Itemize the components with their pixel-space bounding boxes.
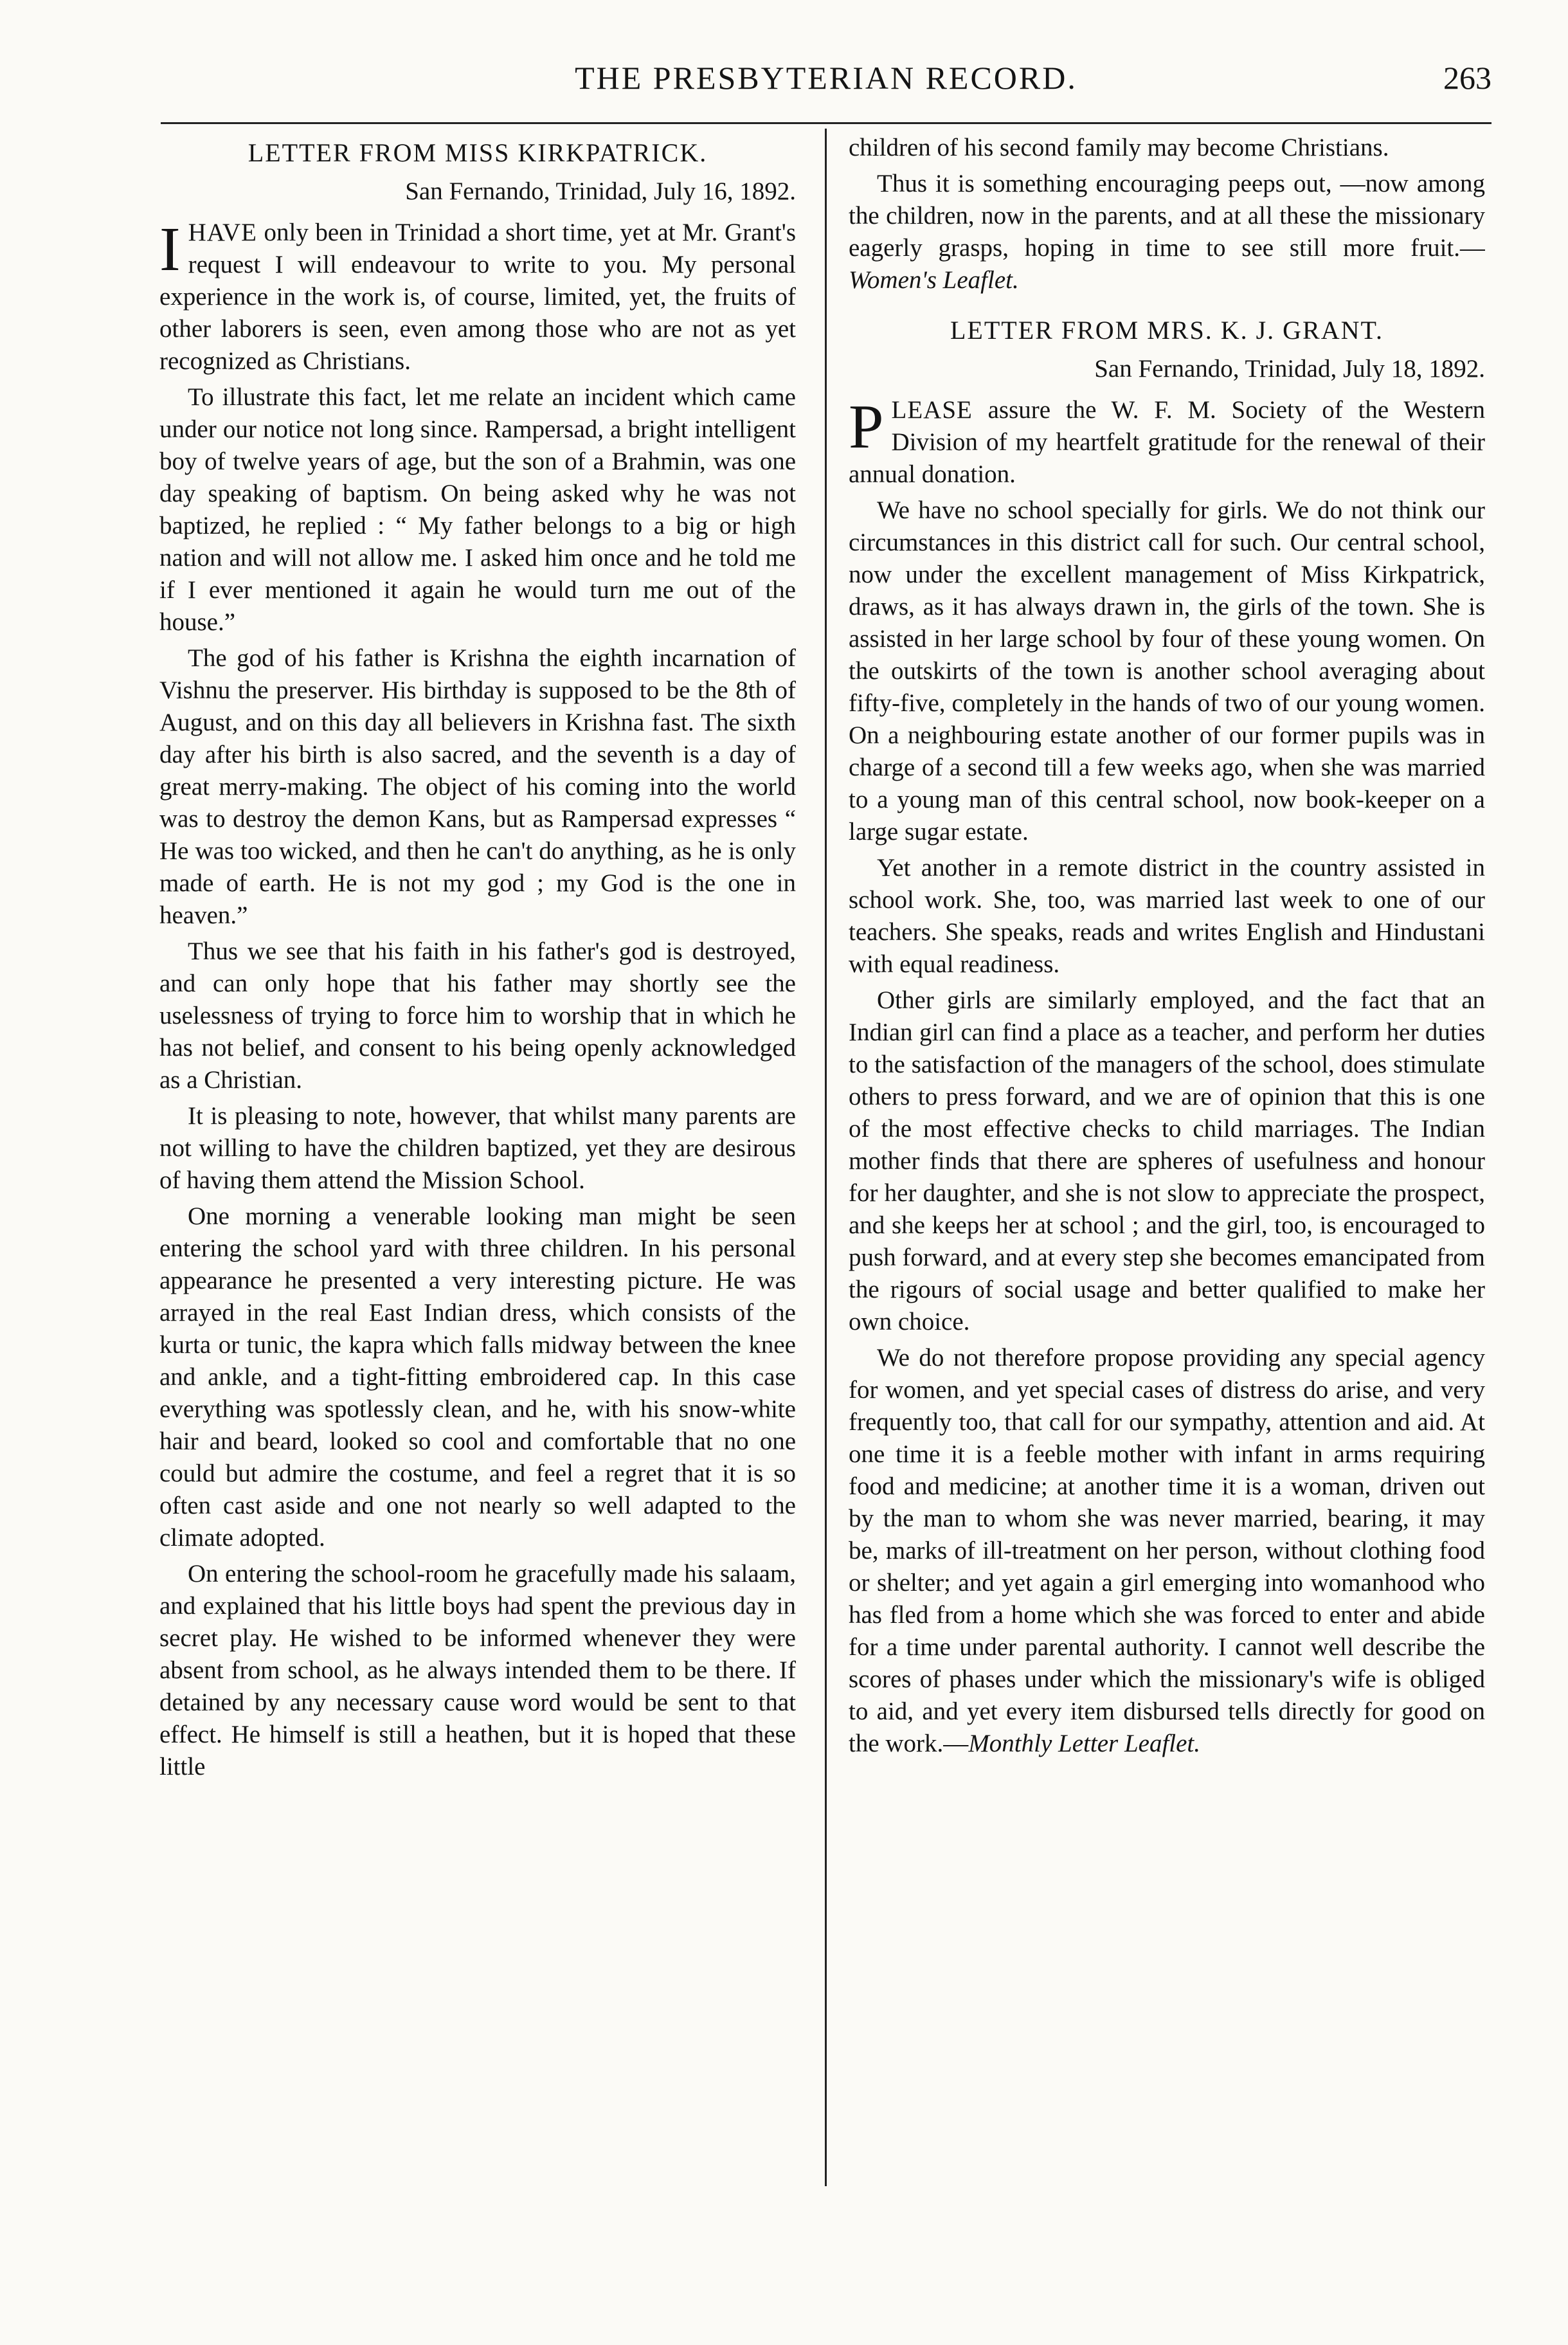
paragraph: To illustrate this fact, let me relate an incident which came under our notice not long since. Rampersad, a bright intelligent boy of twelve years of age, but the son of a Brahmin, was one day speaking of baptism. On being asked why he was not baptized, he replied : “ My father belongs to a big or high nation and will not allow me. I asked him once and he told me if I ever mentioned it again he would turn me out of the house.”: [159, 383, 796, 636]
paragraph: [849, 1342, 1485, 1760]
paragraph-continued: children of his second family may become Christians.: [849, 134, 1389, 161]
paragraph: One morning a venerable looking man might be seen entering the school yard with three children. In his personal appearance he presented a very interesting picture. He was arrayed in the real East Indian dress, which consists of the kurta or tunic, the kapra which falls midway between the knee and ankle, and a tight-fitting embroidered cap. In this case everything was spotlessly clean, and he, with his snow-white hair and beard, looked so cool and comfortable that no one could but admire the costume, and feel a regret that it is so often cast aside and one not nearly so well adapted to the climate adopted.: [159, 1202, 796, 1552]
paragraph-text: assure the W. F. M. Society of the Western Division of my heartfelt gratitude for the renewal of their annual donation.: [849, 396, 1485, 488]
right-column: [849, 132, 1485, 2199]
article-title-kirkpatrick: LETTER FROM MISS KIRKPATRICK.: [248, 138, 708, 167]
lead-word: HAVE: [188, 219, 257, 246]
paragraph: We have no school specially for girls. We do not think our circumstances in this district call for such. Our central school, now under the excellent management of Miss Kirkpatrick, draws, as it has always drawn in, the girls of the town. She is assisted in her large school by four of these young women. On the outskirts of the town is another school averaging about fifty-five, completely in the hands of two of our young women. On a neighbouring estate another of our former pupils was in charge of a second till a few weeks ago, when she was married to a young man of this central school, now book-keeper on a large sugar estate.: [849, 496, 1485, 846]
left-column: [159, 132, 796, 2199]
paragraph: Other girls are similarly employed, and the fact that an Indian girl can find a place as a teacher, and perform her duties to the satisfaction of the managers of the school, does stimulate others to press forward, and we are of opinion that this is one of the most effective checks to child marriages. The Indian mother finds that there are spheres of usefulness and honour for her daughter, and she is not slow to appreciate the prospect, and she keeps her at school ; and the girl, too, is encouraged to push forward, and at every step she becomes emancipated from the rigours of social usage and better qualified to make her own choice.: [849, 986, 1485, 1335]
page-number: 263: [1443, 60, 1491, 96]
column-divider: [825, 129, 827, 2186]
dateline-grant: San Fernando, Trinidad, July 18, 1892.: [1094, 355, 1485, 383]
paragraph-text: only been in Trinidad a short time, yet at Mr. Grant's request I will endeavour to write to you. My personal experience in the work is, of course, limited, yet, the fruits of other laborers is seen, even among those who are not as yet recognized as Christians.: [159, 219, 796, 375]
paragraph: Yet another in a remote district in the country assisted in school work. She, too, was married last week to one of our teachers. She speaks, reads and writes English and Hindustani with equal readiness.: [849, 854, 1485, 978]
header-rule: [161, 122, 1491, 124]
running-title: THE PRESBYTERIAN RECORD.: [575, 60, 1077, 96]
paragraph: [849, 394, 1485, 491]
drop-cap: P: [849, 392, 884, 462]
paragraph: Thus we see that his faith in his father's god is destroyed, and can only hope that his father may shortly see the uselessness of trying to force him to worship that in which he has not belief, and consent to his being openly acknowledged as a Christian.: [159, 937, 796, 1094]
drop-cap: I: [159, 215, 181, 284]
paragraph: On entering the school-room he gracefully made his salaam, and explained that his little boys had spent the previous day in secret play. He wished to be informed whenever they were absent from school, as he always intended them to be there. If detained by any necessary cause word would be sent to that effect. He himself is still a heathen, but it is hoped that these little: [159, 1560, 796, 1780]
paragraph: [849, 168, 1485, 296]
lead-word: LEASE: [891, 396, 973, 424]
signoff: Women's Leaflet.: [849, 266, 1019, 294]
running-head: [161, 59, 1491, 117]
article-title-grant: LETTER FROM MRS. K. J. GRANT.: [950, 316, 1383, 345]
paragraph: The god of his father is Krishna the eighth incarnation of Vishnu the preserver. His birthday is supposed to be the 8th of August, and on this day all believers in Krishna fast. The sixth day after his birth is also sacred, and the seventh is a day of great merry-making. The object of his coming into the world was to destroy the demon Kans, but as Rampersad expresses “ He was too wicked, and then he can't do anything, as he is only made of earth. He is not my god ; my God is the one in heaven.”: [159, 644, 796, 929]
paragraph: [159, 217, 796, 377]
paragraph-text: We do not therefore propose providing any special agency for women, and yet special cases of distress do arise, and very frequently too, that call for our sympathy, attention and aid. At one time it is a feeble mother with infant in arms requiring food and medicine; at another time it is a woman, driven out by the man to whom she was never married, bearing, it may be, marks of ill-treatment on her person, without clothing food or shelter; and yet again a girl emerging into womanhood who has fled from a home which she was forced to enter and abide for a time under parental authority. I cannot well describe the scores of phases under which the missionary's wife is obliged to aid, and yet every item disbursed tells directly for good on the work.—: [849, 1344, 1485, 1757]
signoff: Monthly Letter Leaflet.: [968, 1730, 1201, 1757]
dateline-kirkpatrick: San Fernando, Trinidad, July 16, 1892.: [405, 177, 796, 205]
paragraph-text: Thus it is something encouraging peeps out, —now among the children, now in the parents, and at all these the missionary eagerly grasps, hoping in time to see still more fruit.—: [849, 170, 1485, 262]
paragraph: It is pleasing to note, however, that whilst many parents are not willing to have the children baptized, yet they are desirous of having them attend the Mission School.: [159, 1102, 796, 1194]
